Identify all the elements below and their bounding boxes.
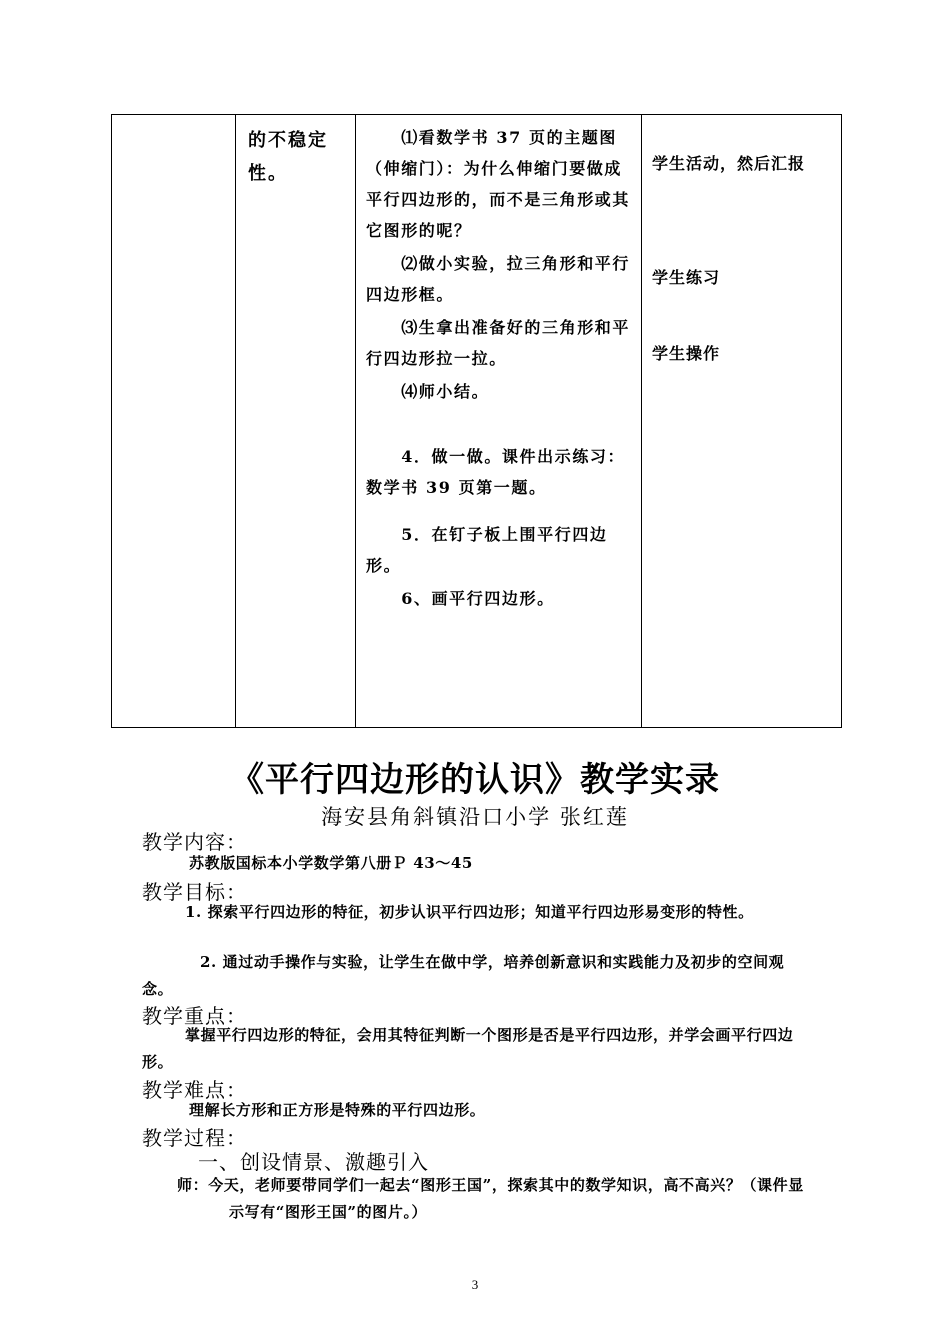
key-heading: 教学重点： bbox=[142, 1004, 247, 1028]
process-cell bbox=[356, 115, 642, 728]
page-number: 3 bbox=[471, 1277, 479, 1292]
process-step: ⑴看数学书 37 页的主题图（伸缩门）：为什么伸缩门要做成平行四边形的，而不是三角形或其它图形的呢？ bbox=[366, 128, 631, 240]
table-row bbox=[112, 115, 842, 728]
record-title: 《平行四边形的认识》教学实录 bbox=[230, 760, 720, 800]
activity-item: 学生活动，然后汇报 bbox=[652, 154, 806, 173]
difficulty-text: 理解长方形和正方形是特殊的平行四边形。 bbox=[189, 1101, 486, 1119]
activity-cell bbox=[642, 115, 842, 728]
activity-item: 学生练习 bbox=[652, 268, 721, 287]
goal-cell bbox=[236, 115, 356, 728]
process-step: 6、画平行四边形。 bbox=[401, 589, 555, 608]
content-heading: 教学内容： bbox=[142, 830, 247, 854]
key-text: 掌握平行四边形的特征，会用其特征判断一个图形是否是平行四边形，并学会画平行四边形。 bbox=[142, 1026, 794, 1071]
section-heading: 一、创设情景、激趣引入 bbox=[198, 1150, 429, 1174]
activity-item: 学生操作 bbox=[652, 344, 721, 363]
content-text: 苏教版国标本小学数学第八册Ｐ 43～45 bbox=[189, 854, 473, 872]
goal-cell-text: 的不稳定性。 bbox=[248, 130, 328, 184]
lesson-plan-table bbox=[111, 114, 842, 728]
empty-cell bbox=[112, 115, 236, 728]
goal-item: 1. 探索平行四边形的特征，初步认识平行四边形；知道平行四边形易变形的特性。 bbox=[185, 903, 754, 921]
process-heading: 教学过程： bbox=[142, 1126, 247, 1150]
goal-item: 2. 通过动手操作与实验，让学生在做中学，培养创新意识和实践能力及初步的空间观念。 bbox=[142, 953, 785, 998]
process-step: ⑷师小结。 bbox=[401, 382, 490, 401]
process-step: ⑵做小实验，拉三角形和平行四边形框。 bbox=[366, 254, 630, 304]
process-step: 5．在钉子板上围平行四边形。 bbox=[366, 525, 608, 575]
goals-heading: 教学目标： bbox=[142, 880, 247, 904]
author-line: 海安县角斜镇沿口小学 张红莲 bbox=[321, 805, 629, 829]
difficulty-heading: 教学难点： bbox=[142, 1078, 247, 1102]
process-step: 4．做一做。课件出示练习：数学书 39 页第一题。 bbox=[366, 447, 626, 497]
teacher-line: 师：今天，老师要带同学们一起去“图形王国”，探索其中的数学知识，高不高兴？（课件显示写有“图形王国”的图片。） bbox=[177, 1176, 804, 1221]
process-step: ⑶生拿出准备好的三角形和平行四边形拉一拉。 bbox=[366, 318, 630, 368]
